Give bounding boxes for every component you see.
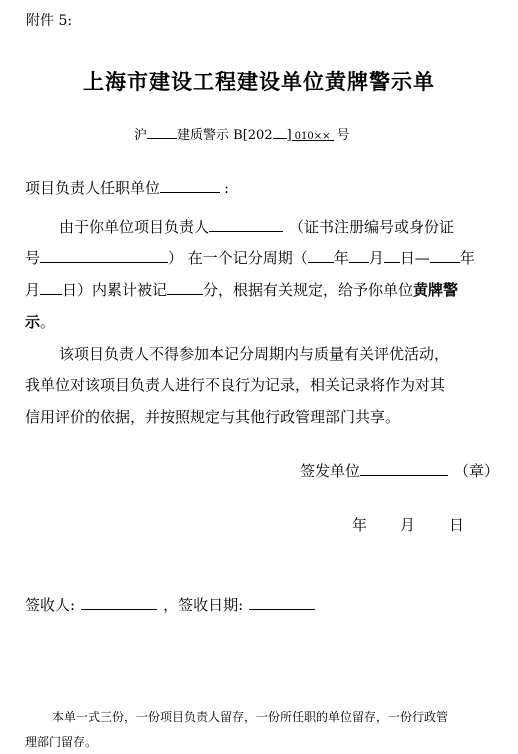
p1-text-f: 分，根据有关规定，给予你单位 xyxy=(203,281,414,299)
document-title: 上海市建设工程建设单位黄牌警示单 xyxy=(83,69,435,94)
p1-blank-end-day xyxy=(40,279,62,295)
issuer-line xyxy=(300,460,499,481)
paragraph1-line2 xyxy=(25,247,495,268)
doc-number-blank-1 xyxy=(147,126,177,139)
paragraph1-line1 xyxy=(59,216,495,237)
p1-blank-start-year xyxy=(308,247,334,263)
issuer-blank xyxy=(360,460,448,476)
recipient-blank xyxy=(160,177,220,193)
doc-number-prefix: 沪 xyxy=(134,128,148,143)
p1-period: 。 xyxy=(40,313,56,331)
p1-blank-start-month xyxy=(349,247,369,263)
issue-date-year: 年 xyxy=(352,516,368,534)
paragraph1-line4 xyxy=(25,311,495,332)
p1-blank-manager xyxy=(209,216,283,232)
receiver-blank xyxy=(81,594,157,610)
footer-note-line2: 理部门留存。 xyxy=(25,735,98,749)
p1-yellow-card-b: 示 xyxy=(25,313,41,331)
issue-date-month: 月 xyxy=(400,516,416,534)
p1-text-day1: 日— xyxy=(399,249,430,267)
attachment-label: 附件 5: xyxy=(26,13,73,29)
doc-number-code: 010×× xyxy=(292,131,334,141)
paragraph2-line2: 我单位对该项目负责人进行不良行为记录，相关记录将作为对其 xyxy=(25,376,446,394)
p1-text-month1: 月 xyxy=(368,249,384,267)
receipt-date-blank xyxy=(249,594,315,610)
p1-blank-score xyxy=(167,279,203,295)
receiver-label: 签收人: xyxy=(25,596,76,614)
receipt-line xyxy=(25,594,315,615)
p1-text-d: ） 在一个记分周期（ xyxy=(168,249,308,267)
doc-number-suffix: 号 xyxy=(336,128,350,143)
p1-text-e: 日）内累计被记 xyxy=(62,281,168,299)
doc-number-blank-2 xyxy=(273,126,287,139)
p1-blank-end-year xyxy=(430,247,460,263)
doc-number-middle: 建质警示 B[202 xyxy=(177,128,273,143)
p1-text-year2: 年 xyxy=(459,249,475,267)
issue-date-day: 日 xyxy=(449,516,465,534)
receipt-separator: ， xyxy=(163,596,179,614)
p1-text-c: 号 xyxy=(25,249,41,267)
recipient-line xyxy=(25,177,229,198)
paragraph2-line1: 该项目负责人不得参加本记分周期内与质量有关评优活动， xyxy=(59,345,450,363)
p1-yellow-card-a: 黄牌警 xyxy=(413,281,459,299)
recipient-colon: : xyxy=(224,179,230,197)
issuer-seal: （章） xyxy=(454,462,500,480)
receipt-date-label: 签收日期: xyxy=(178,596,244,614)
p1-text-a: 由于你单位项目负责人 xyxy=(59,218,210,236)
p1-text-month2: 月 xyxy=(25,281,41,299)
issuer-label: 签发单位 xyxy=(300,462,361,480)
paragraph2-line3: 信用评价的依据，并按照规定与其他行政管理部门共享。 xyxy=(25,408,401,426)
paragraph1-line3 xyxy=(25,279,495,300)
p1-text-b: （证书注册编号或身份证 xyxy=(289,218,455,236)
document-number xyxy=(134,124,350,143)
p1-blank-id xyxy=(40,247,168,263)
footer-note-line1: 本单一式三份，一份项目负责人留存，一份所任职的单位留存，一份行政管 xyxy=(52,710,449,724)
p1-text-year1: 年 xyxy=(333,249,349,267)
recipient-label: 项目负责人任职单位 xyxy=(25,179,161,197)
p1-blank-start-day xyxy=(384,247,400,263)
doc-number-bracket: ] xyxy=(286,128,292,143)
